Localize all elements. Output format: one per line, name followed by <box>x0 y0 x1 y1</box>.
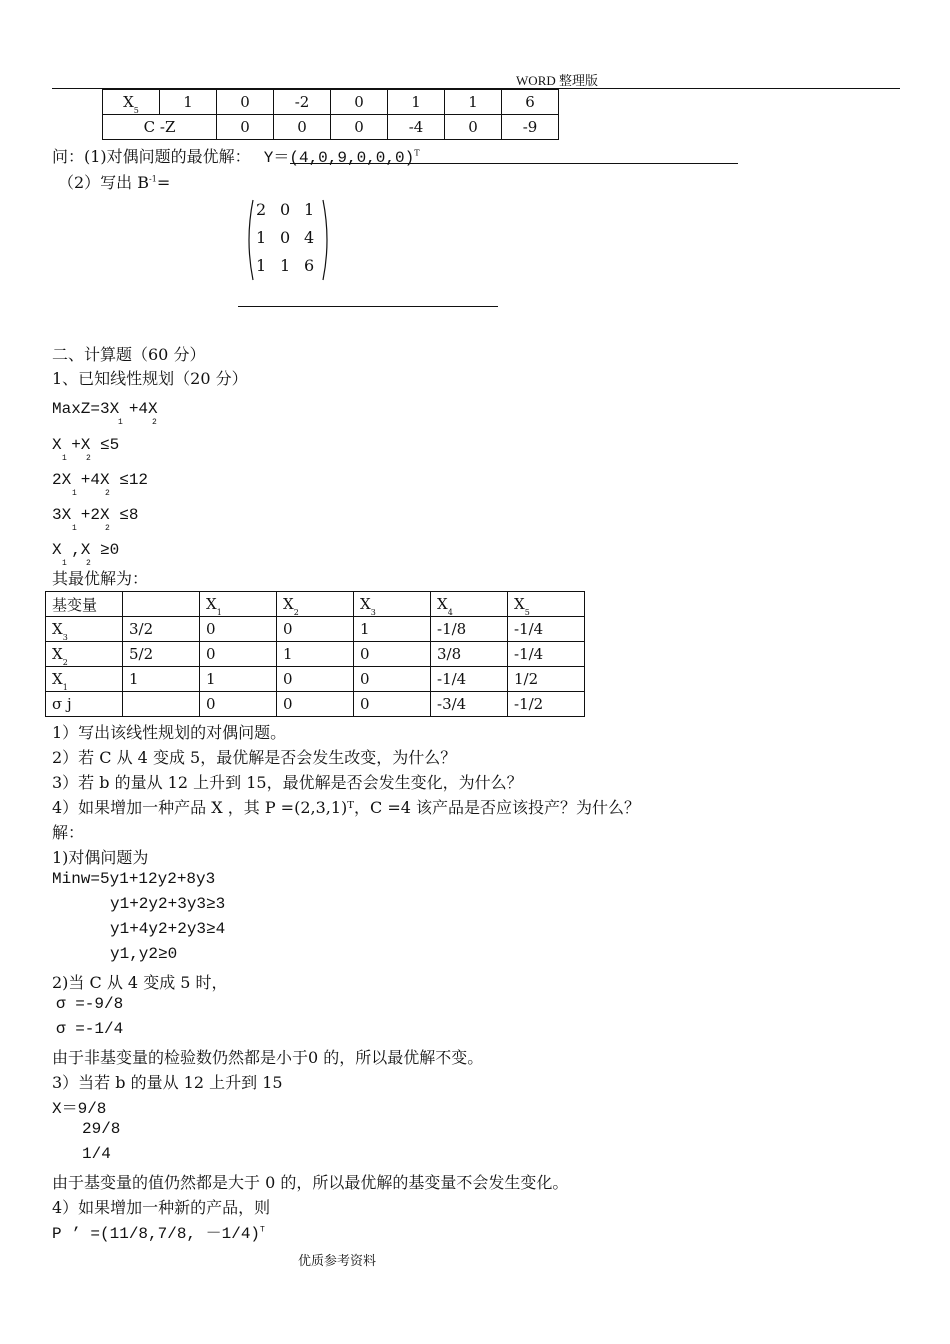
answer-underline <box>290 163 738 164</box>
row-label: σ j <box>46 692 123 717</box>
section-heading: 二、计算题（60 分） <box>52 345 206 364</box>
table-cell: -2 <box>274 90 331 115</box>
table-cell: -1/4 <box>508 617 585 642</box>
matrix-row: 1 1 6 <box>256 256 315 275</box>
table-row <box>103 90 559 115</box>
matrix-underline <box>238 306 498 307</box>
page-header-title: WORD 整理版 <box>516 73 598 88</box>
simplex-table <box>45 591 585 717</box>
table-header-row <box>46 592 585 617</box>
row-label: C -Z <box>103 115 217 140</box>
table-cell: 0 <box>200 617 277 642</box>
basic-value: X＝9/8 <box>52 1100 107 1118</box>
sigma-value: σ =-1/4 <box>56 1020 124 1038</box>
constraint-2: 2X +4X ≤12 1 2 <box>52 471 149 498</box>
table-row <box>46 617 585 642</box>
solution-2-title: 2)当 C 从 4 变成 5 时， <box>52 973 228 992</box>
table-cell <box>123 692 200 717</box>
table-cell: 1 <box>354 617 431 642</box>
objective-function: MaxZ=3X +4X 1 2 <box>52 400 158 427</box>
table-cell: 0 <box>331 115 388 140</box>
table-cell: -1/2 <box>508 692 585 717</box>
table-row <box>46 642 585 667</box>
table-cell: -4 <box>388 115 445 140</box>
table-cell: -1/8 <box>431 617 508 642</box>
table-cell: 1 <box>388 90 445 115</box>
sigma-value: σ =-9/8 <box>56 995 124 1013</box>
question-2: （2）写出 $B^{-1}=$ <box>58 173 171 192</box>
table-cell: 0 <box>354 642 431 667</box>
question-1-label: 问：(1)对偶问题的最优解： <box>52 147 251 166</box>
solution-3-conclusion: 由于基变量的值仍然都是大于 0 的，所以最优解的基变量不会发生变化。 <box>52 1173 569 1192</box>
top-simplex-table <box>102 89 559 140</box>
table-cell: -1/4 <box>431 667 508 692</box>
solution-4-title: 4）如果增加一种新的产品，则 <box>52 1198 271 1217</box>
table-cell: 0 <box>200 692 277 717</box>
table-cell: 0 <box>445 115 502 140</box>
table-cell: -3/4 <box>431 692 508 717</box>
table-cell: 3/8 <box>431 642 508 667</box>
table-cell: 1 <box>123 667 200 692</box>
table-row <box>103 115 559 140</box>
transpose-sup: T <box>414 148 420 158</box>
solution-2-conclusion: 由于非基变量的检验数仍然都是小于0 的，所以最优解不变。 <box>52 1048 484 1067</box>
table-cell: 0 <box>200 642 277 667</box>
question-item: 1）写出该线性规划的对偶问题。 <box>52 723 287 742</box>
solution-1-title: 1)对偶问题为 <box>52 848 149 867</box>
solution-label: 解： <box>52 823 85 842</box>
table-header: $X_4$ <box>431 592 508 617</box>
table-header: $X_1$ <box>200 592 277 617</box>
problem-title: 1、已知线性规划（20 分） <box>52 369 248 388</box>
page-footer: 优质参考资料 <box>298 1254 377 1269</box>
table-header: 基变量 <box>46 592 123 617</box>
table-cell: 0 <box>274 115 331 140</box>
table-row <box>46 667 585 692</box>
row-label: $X_5$ <box>103 90 160 115</box>
dual-constraint: y1,y2≥0 <box>110 945 178 963</box>
table-cell: 1 <box>200 667 277 692</box>
table-cell: 6 <box>502 90 559 115</box>
table-cell: -9 <box>502 115 559 140</box>
constraint-4: X ,X ≥0 1 2 <box>52 541 120 568</box>
table-cell: 0 <box>217 115 274 140</box>
question-item: 3）若 b 的量从 12 上升到 15，最优解是否会发生变化，为什么？ <box>52 773 523 792</box>
table-cell: 0 <box>217 90 274 115</box>
basic-value: 29/8 <box>82 1120 121 1138</box>
new-product-vector: P ’ =(11/8,7/8, －1/4)$^T$ <box>52 1225 265 1243</box>
row-label: $X_3$ <box>46 617 123 642</box>
table-cell: 1 <box>445 90 502 115</box>
constraint-1: X +X ≤5 1 2 <box>52 436 120 463</box>
solution-3-title: 3）当若 b 的量从 12 上升到 15 <box>52 1073 283 1092</box>
optimal-label: 其最优解为： <box>52 569 149 588</box>
constraint-3: 3X +2X ≤8 1 2 <box>52 506 139 533</box>
table-cell: -1/4 <box>508 642 585 667</box>
matrix-row: 1 0 4 <box>256 228 315 247</box>
row-label: $X_2$ <box>46 642 123 667</box>
question-1-answer: Y＝(4,0,9,0,0,0) <box>263 149 415 167</box>
table-header: $X_2$ <box>277 592 354 617</box>
table-header <box>123 592 200 617</box>
table-row <box>46 692 585 717</box>
table-cell: 0 <box>354 692 431 717</box>
table-cell: 1 <box>277 642 354 667</box>
table-cell: 1 <box>160 90 217 115</box>
table-cell: 5/2 <box>123 642 200 667</box>
inverse-matrix <box>244 198 332 282</box>
table-cell: 0 <box>331 90 388 115</box>
dual-constraint: y1+2y2+3y3≥3 <box>110 895 226 913</box>
table-cell: 0 <box>277 692 354 717</box>
table-header: $X_3$ <box>354 592 431 617</box>
row-label: $X_1$ <box>46 667 123 692</box>
matrix-row: 2 0 1 <box>256 200 315 219</box>
table-cell: 0 <box>277 667 354 692</box>
table-cell: 1/2 <box>508 667 585 692</box>
question-item: 2）若 C 从 4 变成 5，最优解是否会发生改变，为什么？ <box>52 748 457 767</box>
table-cell: 0 <box>277 617 354 642</box>
table-cell: 0 <box>354 667 431 692</box>
dual-constraint: y1+4y2+2y3≥4 <box>110 920 226 938</box>
dual-objective: Minw=5y1+12y2+8y3 <box>52 870 216 888</box>
question-item: 4）如果增加一种产品 X ，其 P =(2,3,1)ᵀ，C =4 该产品是否应该投产？为什么？ <box>52 798 641 817</box>
basic-value: 1/4 <box>82 1145 111 1163</box>
table-header: $X_5$ <box>508 592 585 617</box>
table-cell: 3/2 <box>123 617 200 642</box>
